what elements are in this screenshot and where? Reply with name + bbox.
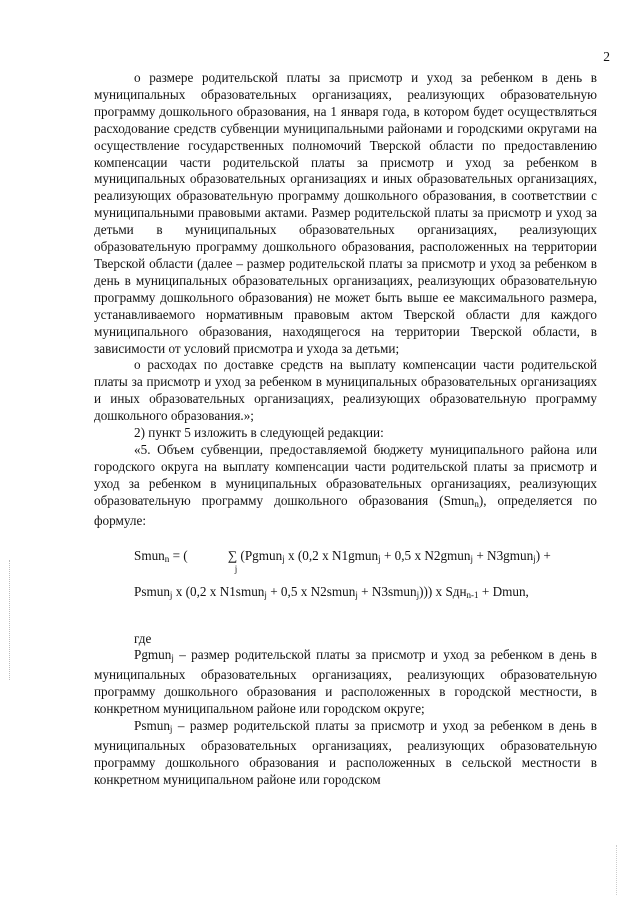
formula-sub: j	[378, 554, 381, 565]
sum-sign: ∑	[227, 548, 238, 564]
formula-sub: j	[416, 590, 420, 601]
paragraph-item-2: 2) пункт 5 изложить в следующей редакции:	[134, 425, 384, 441]
scan-edge-mark	[9, 560, 11, 680]
formula-sub: j	[169, 590, 173, 601]
formula-term: x (0,2 x N1smun	[172, 584, 265, 600]
paragraph-delivery-costs: о расходах по доставке средств на выплату компенсации части родительской платы за присмотр и уход за ребенком в муниципальных образовательных организациях и иных образовательных организациях, реализующих образовательную программу дошкольного образования.»;	[94, 357, 597, 424]
formula-line-1	[94, 547, 597, 575]
definition-text: – размер родительской платы за присмотр и уход за ребенком в день в муниципальных образовательных организациях, реализующих образовательную программу дошкольного образования и расположенных в сельской местности в конкретном муниципальном районе или городском	[94, 718, 597, 787]
formula-term: + N3smun	[357, 584, 417, 600]
formula-term: + Dmun,	[478, 584, 529, 600]
formula-line-2	[94, 583, 597, 604]
var-psmun: Psmun	[134, 718, 170, 734]
document-body	[94, 70, 597, 789]
var-sub: j	[171, 653, 174, 664]
scan-corner-mark	[616, 845, 618, 895]
sum-index: j	[234, 564, 238, 575]
item-5-sub: n	[474, 498, 479, 509]
formula-sub: j	[282, 554, 285, 565]
definition-text: – размер родительской платы за присмотр и уход за ребенком в день в муниципальных образовательных организациях, реализующих образовательную программу дошкольного образования и расположенных в городской местности, в конкретном муниципальном районе или городском округе;	[94, 647, 597, 717]
formula-term: x (0,2 x N1gmun	[284, 548, 379, 564]
formula-term: + N3gmun	[473, 548, 534, 564]
sum-symbol	[188, 547, 238, 575]
paragraph-pgmun-definition	[94, 647, 597, 718]
formula-smun: Smun	[134, 548, 165, 564]
formula-term: Psmun	[134, 584, 170, 600]
formula-eq: = (	[169, 548, 188, 564]
formula-sub: n	[164, 554, 170, 565]
paragraph-psmun-definition	[94, 718, 597, 789]
page-number: 2	[603, 49, 610, 64]
formula-term: ))) x Sдн	[419, 584, 467, 600]
formula-sub: j	[470, 554, 474, 565]
var-pgmun: Pgmun	[134, 647, 172, 663]
formula-term: (Pgmun	[237, 548, 283, 564]
formula-term: ) +	[535, 548, 551, 564]
item-5-end: ), определяется по формуле:	[94, 492, 597, 528]
formula-sub: n-1	[466, 590, 479, 601]
formula-term: + 0,5 x N2gmun	[380, 548, 471, 564]
formula-sub: j	[264, 590, 267, 601]
var-sub: j	[169, 724, 173, 735]
formula-term: + 0,5 x N2smun	[266, 584, 356, 600]
formula-sub: j	[355, 590, 358, 601]
paragraph-parental-fee: о размере родительской платы за присмотр и уход за ребенком в день в муниципальных образовательных организациях, реализующих образовательную программу дошкольного образования, на 1 января года, в котором будет осуществляться расходование средств субвенции муниципальными районами и городскими округами на осуществление государственных полномочий Тверской области по предоставлению компенсации части родительской платы за присмотр и уход за ребенком в муниципальных образовательных организациях и иных образовательных организациях, реализующих образовательную программу дошкольного образования, в соответствии с муниципальными правовыми актами. Размер родительской платы за присмотр и уход за детьми в муниципальных образовательных организациях, реализующих образовательную программу дошкольного образования, расположенных на территории Тверской области (далее – размер родительской платы за присмотр и уход за ребенком в день в муниципальных образовательных организациях, реализующих образовательную программу дошкольного образования) не может быть выше ее максимального размера, устанавливаемого нормативным правовым актом Тверской области для каждого муниципального образования, находящегося на территории Тверской области, в зависимости от условий присмотра и ухода за детьми;	[94, 70, 597, 356]
paragraph-item-5	[94, 442, 597, 530]
item-5-text: «5. Объем субвенции, предоставляемой бюджету муниципального района или городского округа на выплату компенсации части родительской платы за присмотр и уход за ребенком в муниципальных образовательных организациях, реализующих образовательную программу дошкольного образования (Smun	[94, 441, 597, 508]
formula-sub: j	[533, 554, 536, 565]
where-label: где	[134, 631, 152, 647]
